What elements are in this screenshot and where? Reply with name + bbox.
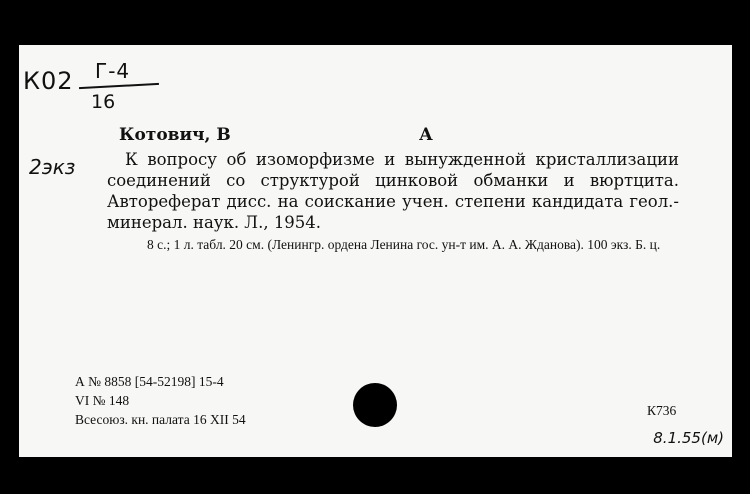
punch-hole xyxy=(353,383,397,427)
description-block xyxy=(107,235,697,254)
handwritten-date: 8.1.55(м) xyxy=(653,429,724,447)
footer-line-2: VI № 148 xyxy=(75,393,130,408)
call-number-top: Г-4 xyxy=(95,59,131,83)
footer-line-3: Всесоюз. кн. палата 16 XII 54 xyxy=(75,412,246,427)
author: Котович, В xyxy=(119,125,231,145)
title-block xyxy=(107,149,679,233)
index-letter: А xyxy=(419,125,433,145)
call-number-divider xyxy=(79,83,159,89)
card-code: К736 xyxy=(647,403,677,418)
title-text: К вопросу об изоморфизме и вынужденной кристаллизации соединений со структурой цинковой обманки и вюртцита. Автореферат дисс. на соискание учен. степени кандидата геол.-минерал. наук. Л., 1954. xyxy=(107,150,679,232)
call-number-prefix: К02 xyxy=(23,67,74,95)
catalog-card xyxy=(19,45,732,457)
call-number-bottom: 16 xyxy=(91,91,116,113)
margin-note: 2экз xyxy=(29,155,76,179)
footer-line-1: А № 8858 [54-52198] 15-4 xyxy=(75,374,224,389)
description-text: 8 с.; 1 л. табл. 20 см. (Ленингр. ордена Ленина гос. ун-т им. А. А. Жданова). 100 экз. Б. ц. xyxy=(147,237,661,252)
footer-block xyxy=(75,372,246,429)
